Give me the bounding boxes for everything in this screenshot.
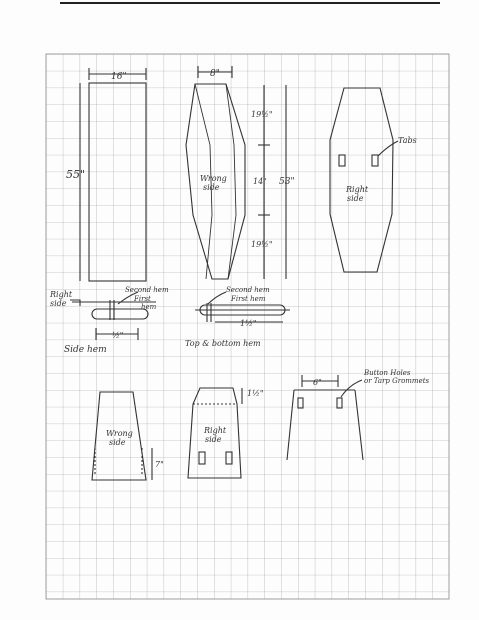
top-hem-first-hem-label: First hem [231,295,266,303]
side-hem-caption: Side hem [64,345,107,355]
panel-e-face-label-1: Right [204,426,227,435]
panel-f-width-label: 6" [313,378,322,387]
side-hem-first-hem-label-2: hem [141,303,157,311]
panel-b-lower-label: 19½" [251,240,273,249]
panel-c-tabs-label: Tabs [398,136,417,145]
panel-b-total-label: 53" [279,177,295,187]
side-hem-measure-label: ½" [112,331,124,340]
panel-c-face-label-2: side [347,194,364,203]
panel-e-face-label-2: side [205,435,222,444]
side-hem-second-hem-label: Second hem [125,286,169,294]
panel-d-face-label-2: side [109,438,126,447]
panel-f-note-1: Button Holes [364,369,411,377]
panel-d-face-label-1: Wrong [106,429,133,438]
panel-a-height-label: 55" [66,168,86,181]
panel-c-face-label-1: Right [346,185,369,194]
top-hem-measure-label: 1½" [240,319,257,328]
side-hem-right-side-label-2: side [50,299,67,308]
top-hem-second-hem-label: Second hem [226,286,270,294]
panel-f-note-2: or Tarp Grommets [364,377,430,385]
top-hem-caption: Top & bottom hem [185,339,261,348]
panel-b-face-label-2: side [203,183,220,192]
panel-b-width-label: 8" [210,69,220,79]
side-hem-first-hem-label-1: First [134,295,151,303]
panel-a-width-label: 16" [111,72,127,82]
panel-b-upper-label: 19½" [251,110,273,119]
panel-d-height-label: 7" [155,460,164,469]
panel-b-middle-label: 14" [253,177,267,186]
panel-b-face-label-1: Wrong [200,174,227,183]
panel-e-top-label: 1½" [247,389,264,398]
side-hem-right-side-label-1: Right [50,290,73,299]
